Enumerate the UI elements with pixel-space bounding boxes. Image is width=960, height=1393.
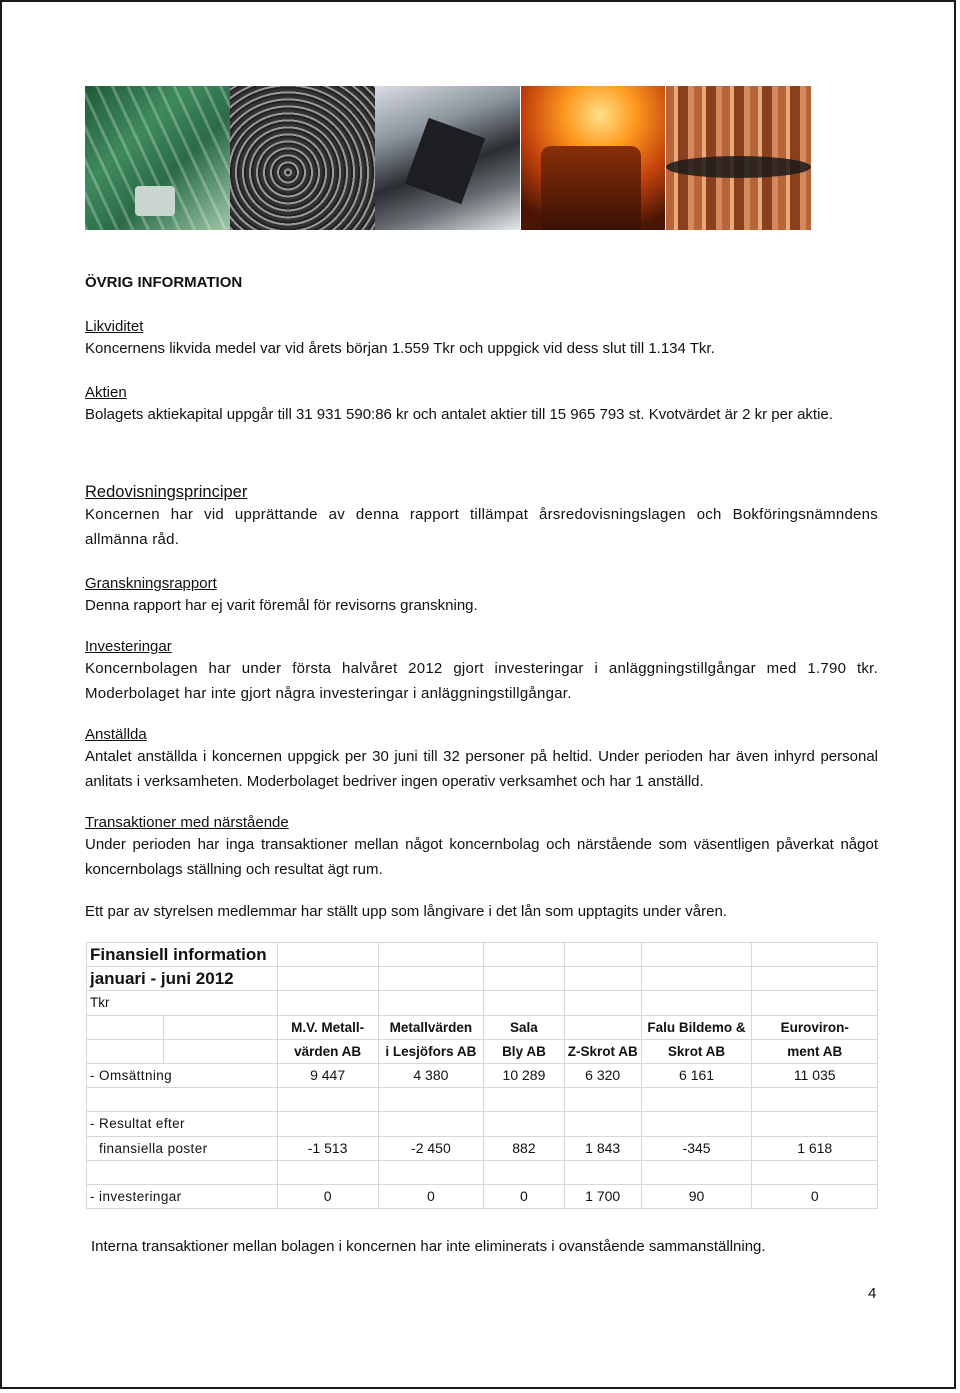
section-transaktioner — [85, 813, 878, 924]
table-cell: 1 700 — [564, 1184, 641, 1208]
row-label: - Resultat efter — [87, 1112, 278, 1136]
copper-wire-photo — [666, 86, 811, 230]
table-cell: 6 320 — [564, 1063, 641, 1087]
section-text: Denna rapport har ej varit föremål för revisorns granskning. — [85, 597, 478, 614]
header-photo-strip — [85, 86, 811, 230]
page-number: 4 — [868, 1285, 877, 1302]
column-header — [564, 1015, 641, 1039]
section-text: Koncernen har vid upprättande av denna rapport tillämpat årsredovisningslagen och Bokföringsnämndens allmänna råd. — [85, 506, 878, 548]
section-text-2: Ett par av styrelsen medlemmar har ställt upp som långivare i det lån som upptagits under våren. — [85, 903, 727, 920]
table-cell: 0 — [484, 1184, 565, 1208]
section-heading: Investeringar — [85, 638, 172, 655]
table-cell: 9 447 — [277, 1063, 378, 1087]
table-row — [87, 1063, 878, 1087]
section-text: Koncernens likvida medel var vid årets början 1.559 Tkr och uppgick vid dess slut till 1.134 Tkr. — [85, 340, 715, 357]
table-period: januari - juni 2012 — [87, 967, 278, 991]
table-cell: 10 289 — [484, 1063, 565, 1087]
section-heading: Granskningsrapport — [85, 575, 217, 592]
scrap-metal-photo — [375, 86, 520, 230]
table-cell: 1 618 — [752, 1136, 878, 1160]
financial-table — [86, 942, 878, 1209]
section-heading: Likviditet — [85, 318, 144, 335]
column-header: Euroviron- — [752, 1015, 878, 1039]
column-header: M.V. Metall- — [277, 1015, 378, 1039]
section-investeringar — [85, 637, 878, 706]
section-heading: Transaktioner med närstående — [85, 814, 289, 831]
table-cell: 90 — [641, 1184, 752, 1208]
section-granskningsrapport — [85, 574, 878, 618]
column-header: Z-Skrot AB — [564, 1039, 641, 1063]
table-cell: 11 035 — [752, 1063, 878, 1087]
section-text: Bolagets aktiekapital uppgår till 31 931 590:86 kr och antalet aktier till 15 965 793 st. Kvotvärdet är 2 kr per aktie. — [85, 406, 833, 423]
metal-shavings-photo — [230, 86, 375, 230]
table-row — [87, 1184, 878, 1208]
table-cell: 0 — [277, 1184, 378, 1208]
section-heading: Anställda — [85, 726, 147, 743]
table-cell: 1 843 — [564, 1136, 641, 1160]
section-likviditet — [85, 317, 878, 361]
column-header: Sala — [484, 1015, 565, 1039]
table-title: Finansiell information — [87, 943, 278, 967]
table-cell: 0 — [378, 1184, 484, 1208]
table-row — [87, 1136, 878, 1160]
section-text: Under perioden har inga transaktioner mellan något koncernbolag och närstående som väsentligen påverkat något koncernbolags ställning och resultat ägt rum. — [85, 836, 878, 878]
table-unit: Tkr — [87, 991, 278, 1015]
footnote: Interna transaktioner mellan bolagen i koncernen har inte eliminerats i ovanstående sammanställning. — [91, 1238, 766, 1255]
table-cell: 0 — [752, 1184, 878, 1208]
column-header: Skrot AB — [641, 1039, 752, 1063]
row-label: - investeringar — [87, 1184, 278, 1208]
column-header: Bly AB — [484, 1039, 565, 1063]
table-cell: -345 — [641, 1136, 752, 1160]
section-text: Antalet anställda i koncernen uppgick per 30 juni till 32 personer på heltid. Under perioden har även inhyrd personal anlitats i verksamheten. Moderbolaget bedriver ingen operativ verksamhet och har 1 anställd. — [85, 748, 878, 790]
column-header: Falu Bildemo & — [641, 1015, 752, 1039]
row-label: finansiella poster — [87, 1136, 278, 1160]
circuit-board-photo — [85, 86, 230, 230]
section-heading: Aktien — [85, 384, 127, 401]
row-label: - Omsättning — [87, 1063, 278, 1087]
column-header: Metallvärden — [378, 1015, 484, 1039]
column-header: värden AB — [277, 1039, 378, 1063]
section-anstallda — [85, 725, 878, 794]
column-header: i Lesjöfors AB — [378, 1039, 484, 1063]
table-cell: 4 380 — [378, 1063, 484, 1087]
section-text: Koncernbolagen har under första halvåret 2012 gjort investeringar i anläggningstillgångar med 1.790 tkr. Moderbolaget har inte gjort några investeringar i anläggningstillgångar. — [85, 660, 878, 702]
table-cell: 6 161 — [641, 1063, 752, 1087]
section-redovisningsprinciper — [85, 482, 878, 552]
table-cell: -1 513 — [277, 1136, 378, 1160]
molten-metal-photo — [521, 86, 666, 230]
section-heading: Redovisningsprinciper — [85, 483, 248, 501]
table-cell: 882 — [484, 1136, 565, 1160]
column-header: ment AB — [752, 1039, 878, 1063]
table-cell: -2 450 — [378, 1136, 484, 1160]
page-title: ÖVRIG INFORMATION — [85, 274, 243, 291]
section-aktien — [85, 383, 878, 427]
